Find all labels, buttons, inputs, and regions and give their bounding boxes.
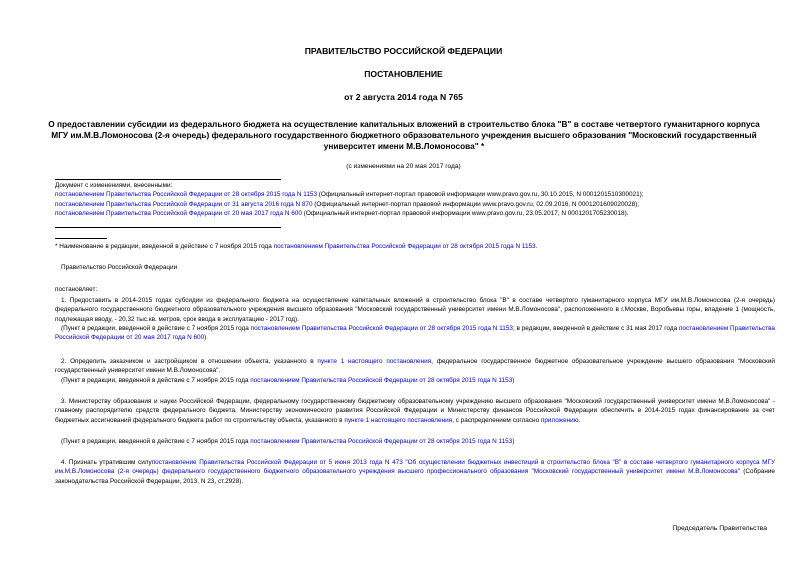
government-heading: ПРАВИТЕЛЬСТВО РОССИЙСКОЙ ФЕДЕРАЦИИ: [304, 46, 503, 56]
paragraph-2-note: [55, 376, 775, 385]
note-link[interactable]: постановлением Правительства Российской Федерации от 28 октября 2015 года N 1153: [250, 438, 513, 445]
paragraph-link[interactable]: пункте 1 настоящего постановления: [344, 416, 453, 424]
document-date-number: от 2 августа 2014 года N 765: [344, 92, 463, 102]
divider: [55, 179, 281, 180]
issuer: Правительство Российской Федерации: [61, 264, 178, 271]
note-text: ; в редакции, введенной в действие с 31 мая 2017 года: [512, 325, 679, 332]
changes-block: [55, 181, 785, 219]
change-item: [55, 200, 785, 209]
note-text: (Пункт в редакции, введенной в действие с 7 ноября 2015 года: [61, 377, 251, 384]
paragraph-2: [55, 357, 775, 376]
change-source: (Официальный интернет-портал правовой информации www.pravo.gov.ru, 23.05.2017, N 0001201705230018).: [301, 210, 629, 218]
note-text: (Пункт в редакции, введенной в действие с 7 ноября 2015 года: [61, 325, 251, 332]
signature: Председатель Правительства: [672, 525, 767, 532]
note-text: ): [204, 334, 207, 342]
note-link[interactable]: постановлением Правительства Российской Федерации от 28 октября 2015 года N 1153: [250, 377, 513, 384]
paragraph-4: [55, 458, 775, 486]
paragraph-3-note: [55, 437, 775, 446]
paragraph-1-note: [55, 324, 775, 343]
footnote-end: .: [535, 243, 538, 250]
paragraph-text: .: [578, 416, 581, 424]
repealed-act-link[interactable]: постановление Правительства Российской Федерации от 5 июня 2013 года N 473 "Об осуществлении бюджетных инвестиций в строительство блока "В" в составе четвертого гуманитарного корпуса МГУ им.М.В.Ломоносова (2-я очередь) федерального государственного бюджетного образовательного учреждения высшего профессионального образования "Московский государственный университет имени М.В.Ломоносова": [55, 459, 775, 476]
paragraph-text: 4. Признать утратившим силу: [61, 459, 152, 466]
document-type: ПОСТАНОВЛЕНИЕ: [364, 69, 443, 79]
footnote-divider: [55, 238, 107, 239]
resolves: постановляет:: [55, 286, 98, 293]
paragraph-text: 3. Министерству образования и науки Российской Федерации, федеральному государственному бюджетному образовательному учреждению высшего образования "Московский государственный университет имени М.В.Ломоносова" - главному распорядителю средств федерального бюджета, Министерству экономического развития Российской Федерации и Министерству финансов Российской Федерации обеспечить в 2014-2015 годах финансирование за счет бюджетных ассигнований федерального бюджета работ по строительству объекта, указанного в: [55, 398, 775, 424]
revision-note: (с изменениями на 20 мая 2017 года): [346, 163, 461, 170]
changes-heading: Документ с изменениями, внесенными:: [55, 182, 173, 189]
change-link[interactable]: постановлением Правительства Российской Федерации от 28 октября 2015 года N 1153: [55, 191, 317, 199]
document-title: О предоставлении субсидии из федерального бюджета на осуществление капитальных вложений в строительство блока "В" в составе четвертого гуманитарного корпуса МГУ им.М.В.Ломоносова (2-я очередь) федерального государственного бюджетного образовательного учреждения высшего образования "Московский государственный университет имени М.В.Ломоносова" *: [48, 119, 760, 151]
change-source: (Официальный интернет-портал правовой информации www.pravo.gov.ru, 30.10.2015, N 0001201510300021);: [317, 191, 644, 199]
paragraph-3: [55, 397, 775, 425]
note-text: (Пункт в редакции, введенной в действие с 7 ноября 2015 года: [61, 438, 251, 445]
note-text: ): [512, 377, 515, 384]
divider: [55, 227, 281, 228]
appendix-link[interactable]: приложению: [540, 416, 579, 424]
paragraph-text: , с распределением согласно: [452, 416, 541, 424]
note-link[interactable]: постановлением Правительства Российской Федерации от 20 мая 2017 года N 600: [55, 325, 775, 342]
paragraph-1: 1. Предоставить в 2014-2015 годах субсидии из федерального бюджета на осуществление капитальных вложений в строительство блока "В" в составе четвертого гуманитарного корпуса МГУ им.М.В.Ломоносова (2-я очередь) федерального государственного бюджетного образовательного учреждения высшего образования "Московский государственный университет имени М.В.Ломоносова", расположенного в г.Москве, Воробьевы горы, владение 1 (мощность, подлежащая вводу, - 20,32 тыс.кв. метров, срок ввода в эксплуатацию - 2017 год).: [55, 297, 775, 323]
note-text: ): [512, 438, 515, 445]
change-item: [55, 209, 785, 218]
change-item: [55, 190, 785, 199]
paragraph-link[interactable]: пункте 1 настоящего постановления: [317, 358, 432, 365]
change-link[interactable]: постановлением Правительства Российской Федерации от 20 мая 2017 года N 600: [55, 210, 302, 218]
footnote-link[interactable]: постановлением Правительства Российской Федерации от 28 октября 2015 года N 1153: [273, 243, 536, 250]
paragraph-text: , федеральное государственное бюджетное образовательное учреждение высшего образования "Московский государственный университет имени М.В.Ломоносова".: [55, 358, 775, 375]
footnote: [55, 242, 785, 251]
paragraph-text: (Собрание законодательства Российской Федерации, 2013, N 23, ст.2928).: [55, 468, 775, 485]
change-link[interactable]: постановлением Правительства Российской Федерации от 31 августа 2016 года N 870: [55, 200, 313, 208]
footnote-text: * Наименование в редакции, введенной в действие с 7 ноября 2015 года: [55, 243, 274, 250]
paragraph-text: 2. Определить заказчиком и застройщиком в отношении объекта, указанного в: [61, 358, 318, 365]
change-source: (Официальный интернет-портал правовой информации www.pravo.gov.ru, 02.09.2016, N 0001201609020028);: [312, 200, 640, 208]
note-link[interactable]: постановлением Правительства Российской Федерации от 28 октября 2015 года N 1153: [250, 325, 513, 332]
